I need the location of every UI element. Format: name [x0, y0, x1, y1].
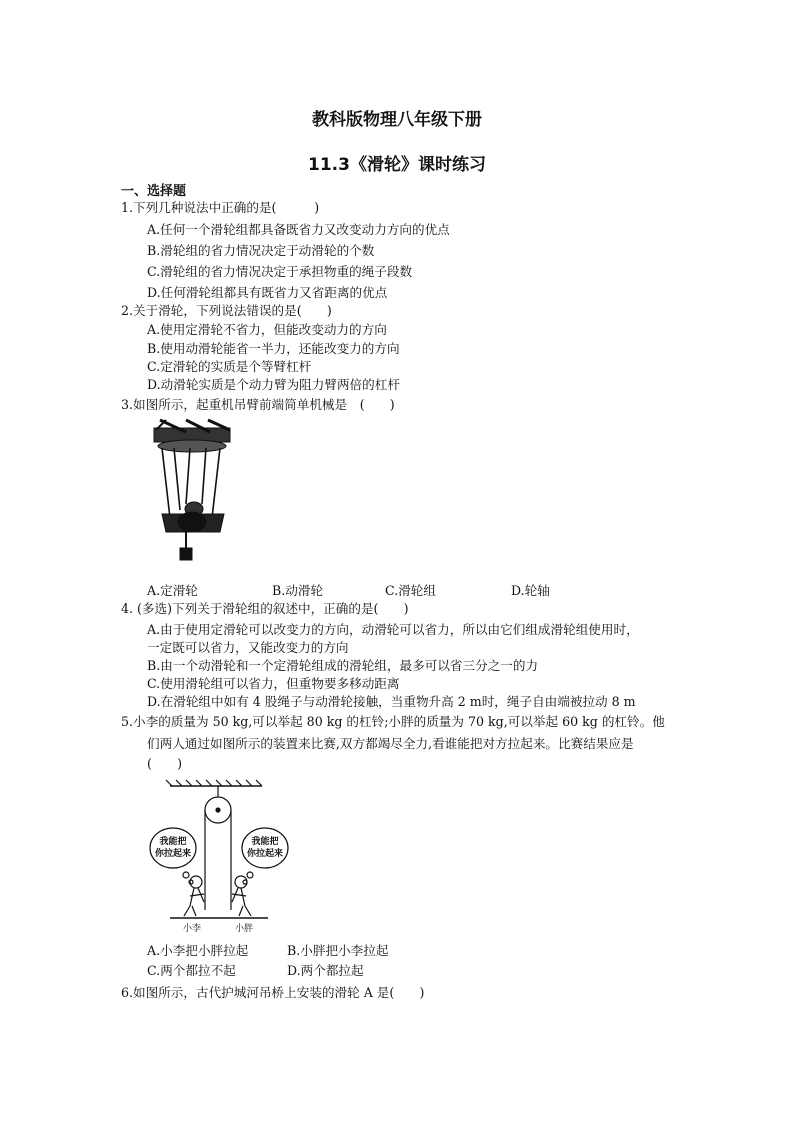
- document-subtitle: 11.3《滑轮》课时练习: [308, 155, 486, 175]
- section-heading: 一、选择题: [121, 184, 187, 199]
- question-3-option-b: B.动滑轮: [272, 583, 324, 598]
- label-xiaopang: 小胖: [234, 924, 254, 934]
- question-3-option-d: D.轮轴: [511, 583, 550, 598]
- question-4-option-a-line-1: A.由于使用定滑轮可以改变力的方向，动滑轮可以省力，所以由它们组成滑轮组使用时，: [147, 622, 639, 637]
- question-4-option-d: D.在滑轮组中如有 4 股绳子与动滑轮接触，当重物升高 2 m时，绳子自由端被拉动 8 m: [147, 694, 636, 709]
- bubble-left-line-1: 我能把: [159, 837, 187, 847]
- question-3-stem: 3.如图所示，起重机吊臂前端简单机械是 ( ): [121, 397, 395, 412]
- question-5-stem-line-1: 5.小李的质量为 50 kg,可以举起 80 kg 的杠铃;小胖的质量为 70 kg,可以举起 60 kg 的杠铃。他: [121, 714, 665, 729]
- question-4-option-a-line-2: 一定既可以省力，又能改变力的方向: [147, 640, 349, 655]
- question-2-option-a: A.使用定滑轮不省力，但能改变动力的方向: [147, 322, 387, 337]
- question-5-option-d: D.两个都拉起: [287, 963, 364, 978]
- question-4-option-b: B.由一个动滑轮和一个定滑轮组成的滑轮组，最多可以省三分之一的力: [147, 658, 539, 673]
- question-5-stem-line-3: ( ): [147, 756, 183, 771]
- document-title: 教科版物理八年级下册: [312, 110, 482, 130]
- question-2-stem: 2.关于滑轮，下列说法错误的是( ): [121, 303, 332, 318]
- question-4-stem: 4. (多选)下列关于滑轮组的叙述中，正确的是( ): [121, 601, 409, 616]
- question-3-option-a: A.定滑轮: [147, 583, 198, 598]
- bubble-right-line-1: 我能把: [251, 837, 279, 847]
- question-1-stem: 1.下列几种说法中正确的是( ): [121, 200, 320, 215]
- question-2-option-b: B.使用动滑轮能省一半力，还能改变力的方向: [147, 341, 400, 356]
- question-4-option-c: C.使用滑轮组可以省力，但重物要多移动距离: [147, 676, 400, 691]
- crane-pulley-figure: [150, 418, 235, 568]
- question-1-option-a: A.任何一个滑轮组都具备既省力又改变动力方向的优点: [147, 222, 450, 237]
- label-xiaoli: 小李: [182, 924, 202, 934]
- question-2-option-c: C.定滑轮的实质是个等臂杠杆: [147, 359, 312, 374]
- bubble-left-line-2: 你拉起来: [154, 849, 192, 859]
- question-5-option-a: A.小李把小胖拉起: [147, 943, 249, 958]
- bubble-right-line-2: 你拉起来: [246, 849, 284, 859]
- pulley-contest-figure: [140, 778, 300, 938]
- question-5-stem-line-2: 们两人通过如图所示的装置来比赛,双方都竭尽全力,看谁能把对方拉起来。比赛结果应是: [147, 736, 634, 751]
- question-2-option-d: D.动滑轮实质是个动力臂为阻力臂两倍的杠杆: [147, 377, 400, 392]
- question-3-option-c: C.滑轮组: [385, 583, 436, 598]
- question-1-option-b: B.滑轮组的省力情况决定于动滑轮的个数: [147, 243, 375, 258]
- question-1-option-c: C.滑轮组的省力情况决定于承担物重的绳子段数: [147, 264, 413, 279]
- question-1-option-d: D.任何滑轮组都具有既省力又省距离的优点: [147, 285, 388, 300]
- question-6-stem: 6.如图所示，古代护城河吊桥上安装的滑轮 A 是( ): [121, 985, 425, 1000]
- question-5-option-b: B.小胖把小李拉起: [287, 943, 389, 958]
- question-5-option-c: C.两个都拉不起: [147, 963, 236, 978]
